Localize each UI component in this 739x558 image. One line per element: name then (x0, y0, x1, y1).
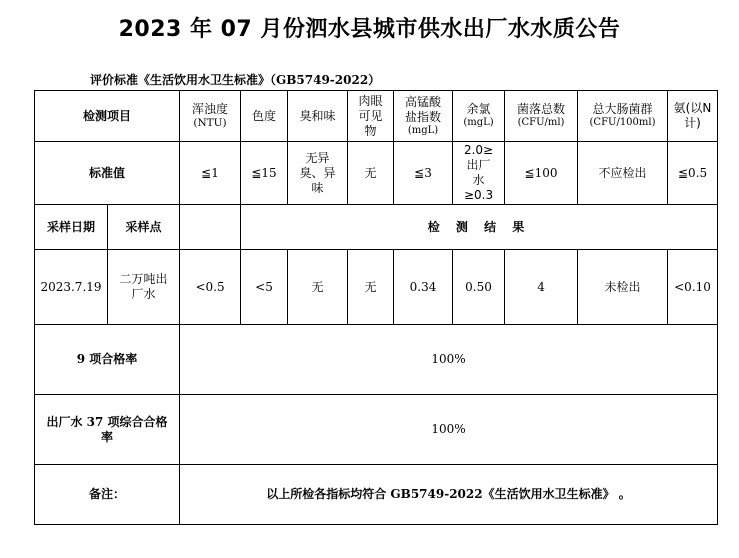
remarks-text: 以上所检各指标均符合 GB5749-2022《生活饮用水卫生标准》 。 (180, 465, 718, 525)
result-ammonia: <0.10 (668, 250, 718, 325)
header-color: 色度 (241, 91, 288, 142)
header-chlorine (453, 91, 505, 142)
turbidity-label: 浑浊度 (192, 101, 229, 116)
coliform-label: 总大肠菌群 (592, 102, 653, 117)
result-odor: 无 (288, 250, 348, 325)
pass-rate-37-label: 出厂水 37 项综合合格率 (35, 395, 180, 465)
header-turbidity (180, 91, 241, 142)
turbidity-unit: (NTU) (193, 116, 227, 129)
standard-coliform: 不应检出 (578, 142, 668, 205)
result-header-row (35, 205, 718, 250)
result-bacteria: 4 (505, 250, 578, 325)
sample-date-header: 采样日期 (35, 205, 108, 250)
results-header: 检 测 结 果 (241, 205, 718, 250)
standard-cod: ≦3 (394, 142, 453, 205)
pass-rate-9-value: 100% (180, 325, 718, 395)
standard-bacteria: ≦100 (505, 142, 578, 205)
pass-rate-37-value: 100% (180, 395, 718, 465)
header-ammonia: 氨(以N计) (668, 91, 718, 142)
result-chlorine: 0.50 (453, 250, 505, 325)
cod-label-2: 盐指数 (405, 109, 442, 124)
header-row (35, 91, 718, 142)
result-date: 2023.7.19 (35, 250, 108, 325)
header-item: 检测项目 (35, 91, 180, 142)
chlorine-label: 余氯 (466, 102, 491, 117)
header-coliform (578, 91, 668, 142)
chlorine-unit: (mgL) (463, 117, 494, 129)
result-turbidity: <0.5 (180, 250, 241, 325)
standard-label: 标准值 (35, 142, 180, 205)
empty-cell (180, 205, 241, 250)
result-cod: 0.34 (394, 250, 453, 325)
evaluation-standard: 评价标准《生活饮用水卫生标准》（GB5749-2022） (90, 73, 381, 87)
result-color: <5 (241, 250, 288, 325)
standard-row (35, 142, 718, 205)
pass-rate-37-row (35, 395, 718, 465)
header-cod (394, 91, 453, 142)
header-odor: 臭和味 (288, 91, 348, 142)
standard-chlorine: 2.0≥出厂水≥0.3 (453, 142, 505, 205)
pass-rate-9-row (35, 325, 718, 395)
result-row (35, 250, 718, 325)
sample-point-header: 采样点 (108, 205, 180, 250)
page-title: 2023 年 07 月份泗水县城市供水出厂水水质公告 (118, 17, 621, 42)
remarks-row (35, 465, 718, 525)
header-bacteria (505, 91, 578, 142)
coliform-unit: (CFU/100ml) (589, 117, 656, 129)
bacteria-unit: (CFU/ml) (517, 117, 565, 129)
standard-ammonia: ≦0.5 (668, 142, 718, 205)
result-coliform: 未检出 (578, 250, 668, 325)
standard-odor: 无异臭、异味 (288, 142, 348, 205)
cod-label-1: 高锰酸 (405, 94, 442, 109)
pass-rate-9-label: 9 项合格率 (35, 325, 180, 395)
remarks-label: 备注： (35, 465, 180, 525)
standard-visible: 无 (348, 142, 394, 205)
cod-unit: (mgL) (407, 124, 439, 136)
bacteria-label: 菌落总数 (517, 102, 566, 117)
water-quality-table (34, 90, 718, 525)
header-visible: 肉眼可见物 (348, 91, 394, 142)
result-point: 二万吨出厂水 (108, 250, 180, 325)
standard-color: ≦15 (241, 142, 288, 205)
result-visible: 无 (348, 250, 394, 325)
standard-turbidity: ≦1 (180, 142, 241, 205)
